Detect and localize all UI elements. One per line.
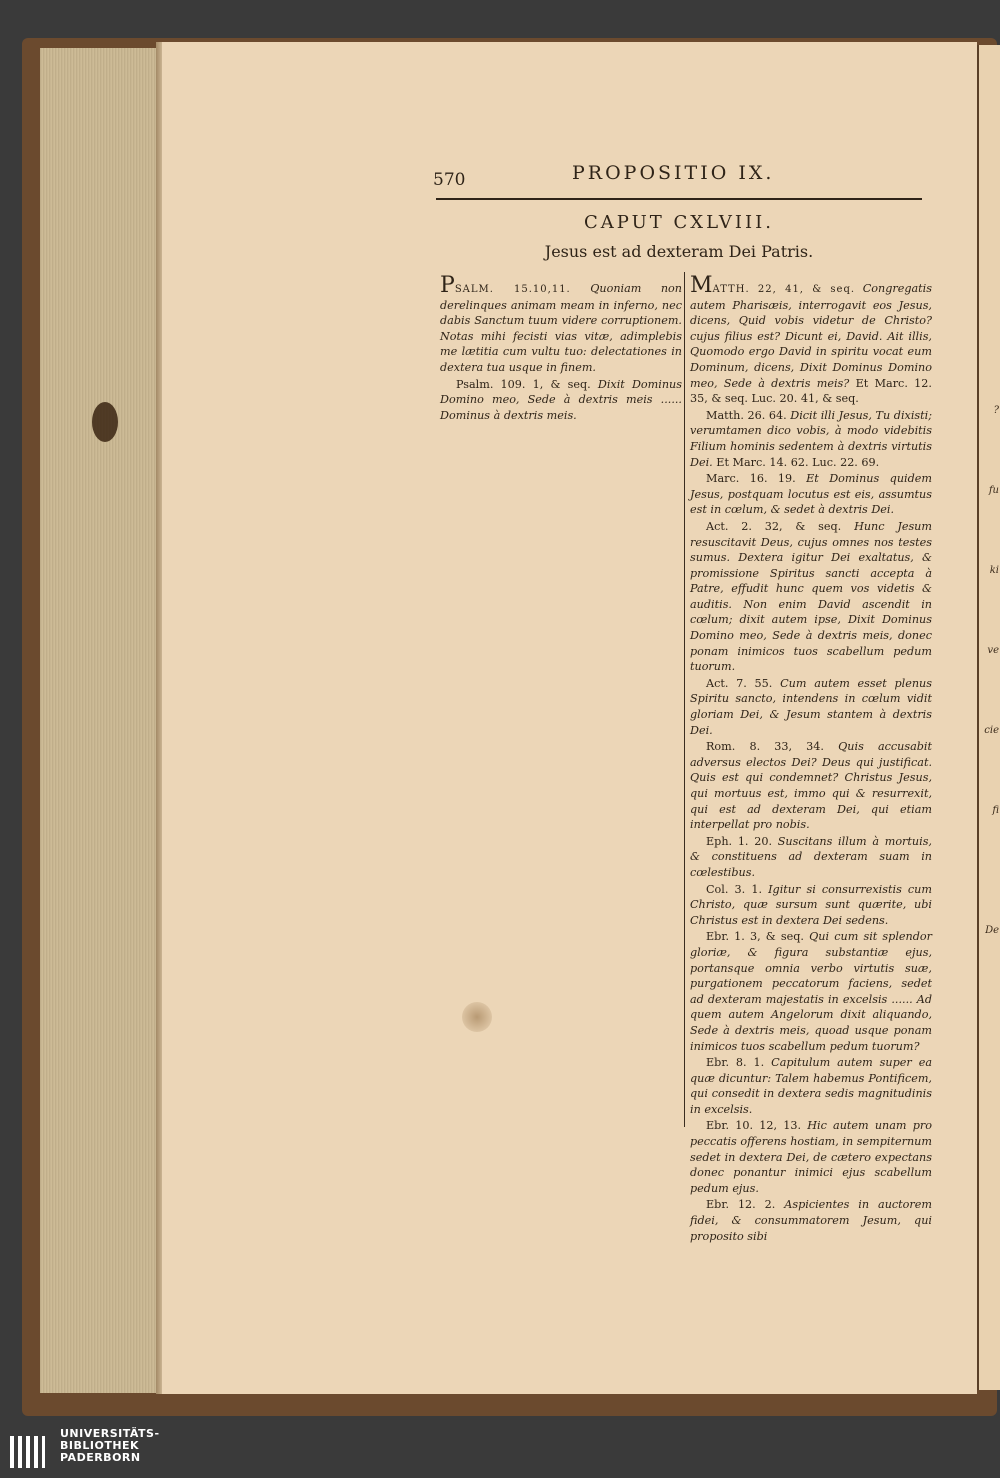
citation-text: Igitur si consurrexistis cum Christo, quæ sursum sunt quærite, ubi Christus est in dextera Dei sedens. [690,882,933,927]
chapter-heading: CAPUT CXLVIII. [584,212,774,233]
right_column-entry [690,519,932,675]
citation-text: Dicit illi Jesus, Tu dixisti; verumtamen dico vobis, à modo videbitis Filium hominis sedentem à dextris virtutis Dei. [690,408,933,469]
citation-text: Suscitans illum à mortuis, & constituens ad dexteram suam in cœlestibus. [690,834,932,879]
chapter-subtitle: Jesus est ad dexteram Dei Patris. [544,242,814,261]
citation-ref: Ebr. 8. 1. [706,1056,765,1070]
library-logo-icon [8,1432,46,1472]
left_column-entry [440,377,682,424]
right_column-entry [690,1118,932,1196]
running-title: PROPOSITIO IX. [572,162,775,184]
citation-ref: Psalm. 109. 1, & seq. [456,377,591,391]
citation-text: Quoniam non derelinques animam meam in inferno, nec dabis Sanctum tuum videre corruptionem. Notas mihi fecisti vias vitæ, adimplebis me lætitia cum vultu tuo: delectationes in dextera tua usque in finem. [440,282,682,374]
citation-text: Quis accusabit adversus electos Dei? Deus qui justificat. Quis est qui condemnet? Christus Jesus, qui mortuus est, immo qui & resurrexit, qui est ad dexteram Dei, qui etiam interpellat pro nobis. [690,740,933,832]
right_column-entry [690,739,932,833]
right_column-entry [690,676,932,738]
citation-ref: Ebr. 10. 12, 13. [706,1119,802,1133]
ink-stain [92,402,118,442]
citation-ref: Act. 7. 55. [706,676,773,690]
right_column-entry [690,408,932,470]
citation-text: Cum autem esset plenus Spiritu sancto, intendens in cœlum vidit gloriam Dei, & Jesum stantem à dextris Dei. [690,676,933,737]
facing-page-edge: ? fu ki ve cie fi De [977,45,1000,1390]
citation-text: Hunc Jesum resuscitavit Deus, cujus omnes nos testes sumus. Dextera igitur Dei exaltatus, & promissione Spiritus sancti accepta à Patre, effudit hunc quem vos videtis & auditis. Non enim David ascendit in cœlum; dixit autem ipse, Dixit Dominus Domino meo, Sede à dextris meis, donec ponam inimicos tuos scabellum pedum tuorum. [690,519,933,674]
citation-text: Hic autem unam pro peccatis offerens hostiam, in sempiternum sedet in dextera Dei, de cætero expectans donec ponantur inimici ejus scabellum pedum ejus. [690,1119,932,1195]
right_column-entry [690,1197,932,1244]
citation-ref: Matth. 26. 64. [706,408,787,422]
left-column [440,273,683,424]
right-column [690,273,933,1245]
header-rule [436,198,922,200]
citation-ref: Col. 3. 1. [706,882,763,896]
citation-ref: Marc. 16. 19. [706,472,796,486]
citation-ref: Rom. 8. 33, 34. [706,740,824,754]
citation-ref: Ebr. 12. 2. [706,1198,776,1212]
library-logo-text: UNIVERSITÄTS- BIBLIOTHEK PADERBORN [60,1427,160,1464]
right_column-entry [690,1055,932,1117]
right_column-entry [690,273,932,407]
citation-ref: MATTH. 22, 41, & seq. [690,273,856,298]
citation-text: Capitulum autem super ea quæ dicuntur: Talem habemus Pontificem, qui consedit in dextera sedis magnitudinis in excelsis. [690,1056,932,1116]
library-logo [8,1428,178,1473]
citation-text: Aspicientes in auctorem fidei, & consummatorem Jesum, qui proposito sibi [690,1198,932,1243]
left_column-entry [440,273,682,376]
citation-text: Et Dominus quidem Jesus, postquam locutus est eis, assumtus est in cœlum, & sedet à dextris Dei. [690,472,933,517]
citation-parallel-refs: Et Marc. 12. 35, & seq. Luc. 20. 41, & seq. [690,376,932,406]
citation-ref: Act. 2. 32, & seq. [706,519,842,533]
right_column-entry [690,471,932,518]
right_column-entry [690,834,932,881]
citation-ref: PSALM. 15.10,11. [440,273,571,298]
column-divider [684,272,685,1127]
citation-parallel-refs: Et Marc. 14. 62. Luc. 22. 69. [716,455,880,469]
right_column-entry [690,882,932,929]
citation-ref: Eph. 1. 20. [706,834,773,848]
page-number: 570 [433,170,466,190]
citation-text: Qui cum sit splendor gloriæ, & figura substantiæ ejus, portansque omnia verbo virtutis suæ, purgationem peccatorum faciens, sedet ad dexteram majestatis in excelsis ...... Ad quem autem Angelorum dixit aliquando, Sede à dextris meis, quoad usque ponam inimicos tuos scabellum pedum tuorum? [690,930,932,1053]
citation-text: Congregatis autem Pharisæis, interrogavit eos Jesus, dicens, Quid vobis videtur de Christo? cujus filius est? Dicunt ei, David. Ait illis, Quomodo ergo David in spiritu vocat eum Dominum, dicens, Dixit Dominus Domino meo, Sede à dextris meis? [690,282,932,390]
citation-text: Dixit Dominus Domino meo, Sede à dextris meis ...... Dominus à dextris meis. [440,377,683,422]
foxing-spot [462,1002,492,1032]
page-edges [40,48,160,1393]
citation-ref: Ebr. 1. 3, & seq. [706,930,804,944]
right_column-entry [690,929,932,1054]
